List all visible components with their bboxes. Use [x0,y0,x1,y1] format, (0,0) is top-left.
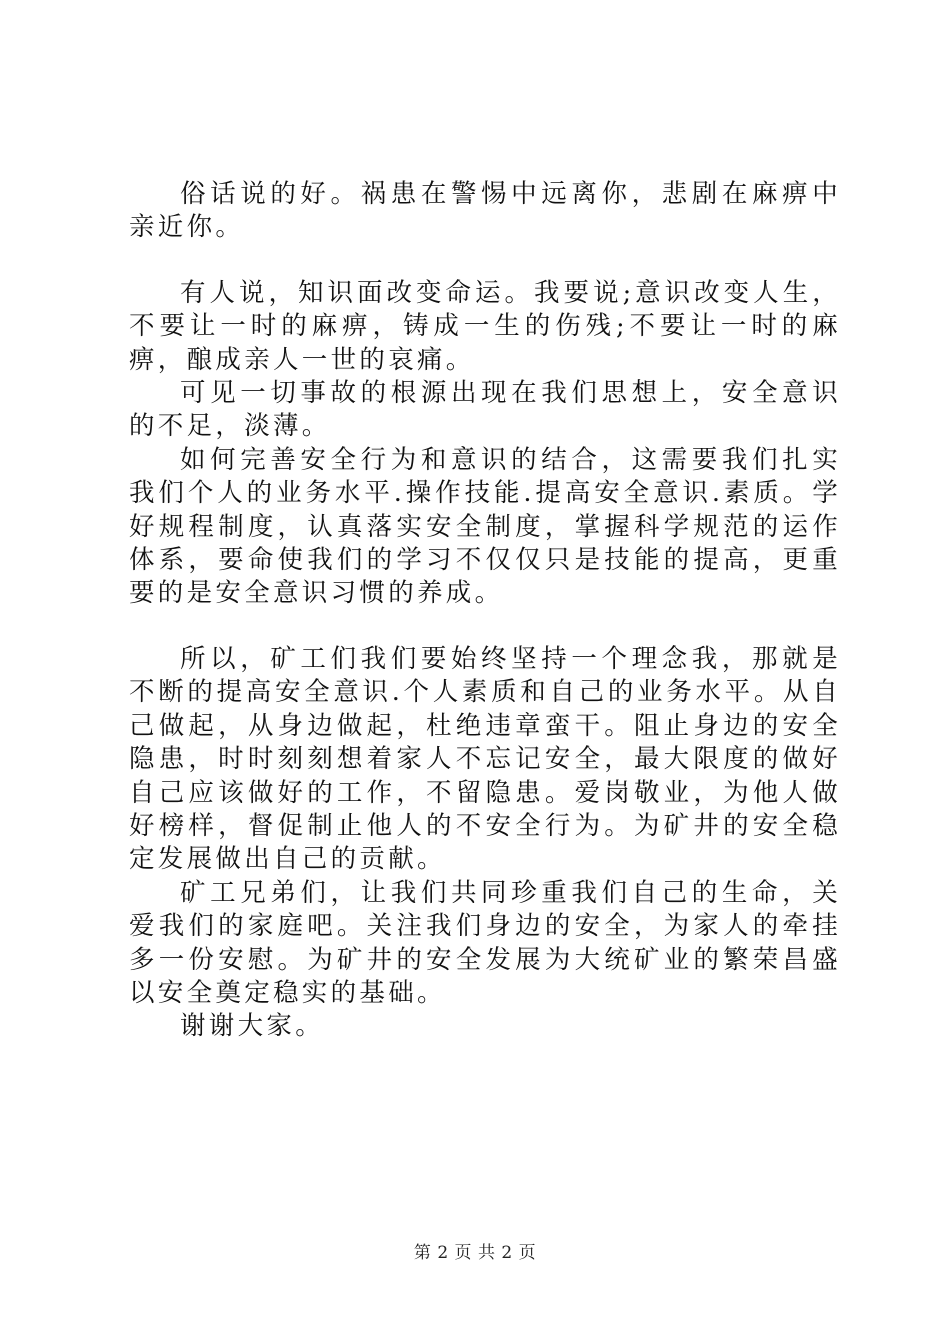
paragraph: 谢谢大家。 [180,1011,325,1042]
paragraph: 俗话说的好。祸患在警惕中远离你，悲剧在麻痹中亲近你。 [129,179,841,243]
document-body [129,178,841,1044]
page-number-footer: 第 2 页 共 2 页 [413,1243,537,1263]
paragraph: 可见一切事故的根源出现在我们思想上，安全意识的不足，淡薄。 [129,378,841,442]
paragraph: 如何完善安全行为和意识的结合，这需要我们扎实我们个人的业务水平.操作技能.提高安全意识.素质。学好规程制度，认真落实安全制度，掌握科学规范的运作体系，要命使我们的学习不仅仅只是技能的提高，更重要的是安全意识习惯的养成。 [129,444,841,609]
paragraph: 矿工兄弟们，让我们共同珍重我们自己的生命，关爱我们的家庭吧。关注我们身边的安全，为家人的牵挂多一份安慰。为矿井的安全发展为大统矿业的繁荣昌盛以安全奠定稳实的基础。 [129,877,841,1008]
paragraph: 有人说，知识面改变命运。我要说;意识改变人生，不要让一时的麻痹，铸成一生的伤残;不要让一时的麻痹，酿成亲人一世的哀痛。 [129,277,841,375]
paragraph: 所以，矿工们我们要始终坚持一个理念我，那就是不断的提高安全意识.个人素质和自己的业务水平。从自己做起，从身边做起，杜绝违章蛮干。阻止身边的安全隐患，时时刻刻想着家人不忘记安全，最大限度的做好自己应该做好的工作，不留隐患。爱岗敬业，为他人做好榜样，督促制止他人的不安全行为。为矿井的安全稳定发展做出自己的贡献。 [129,643,841,875]
